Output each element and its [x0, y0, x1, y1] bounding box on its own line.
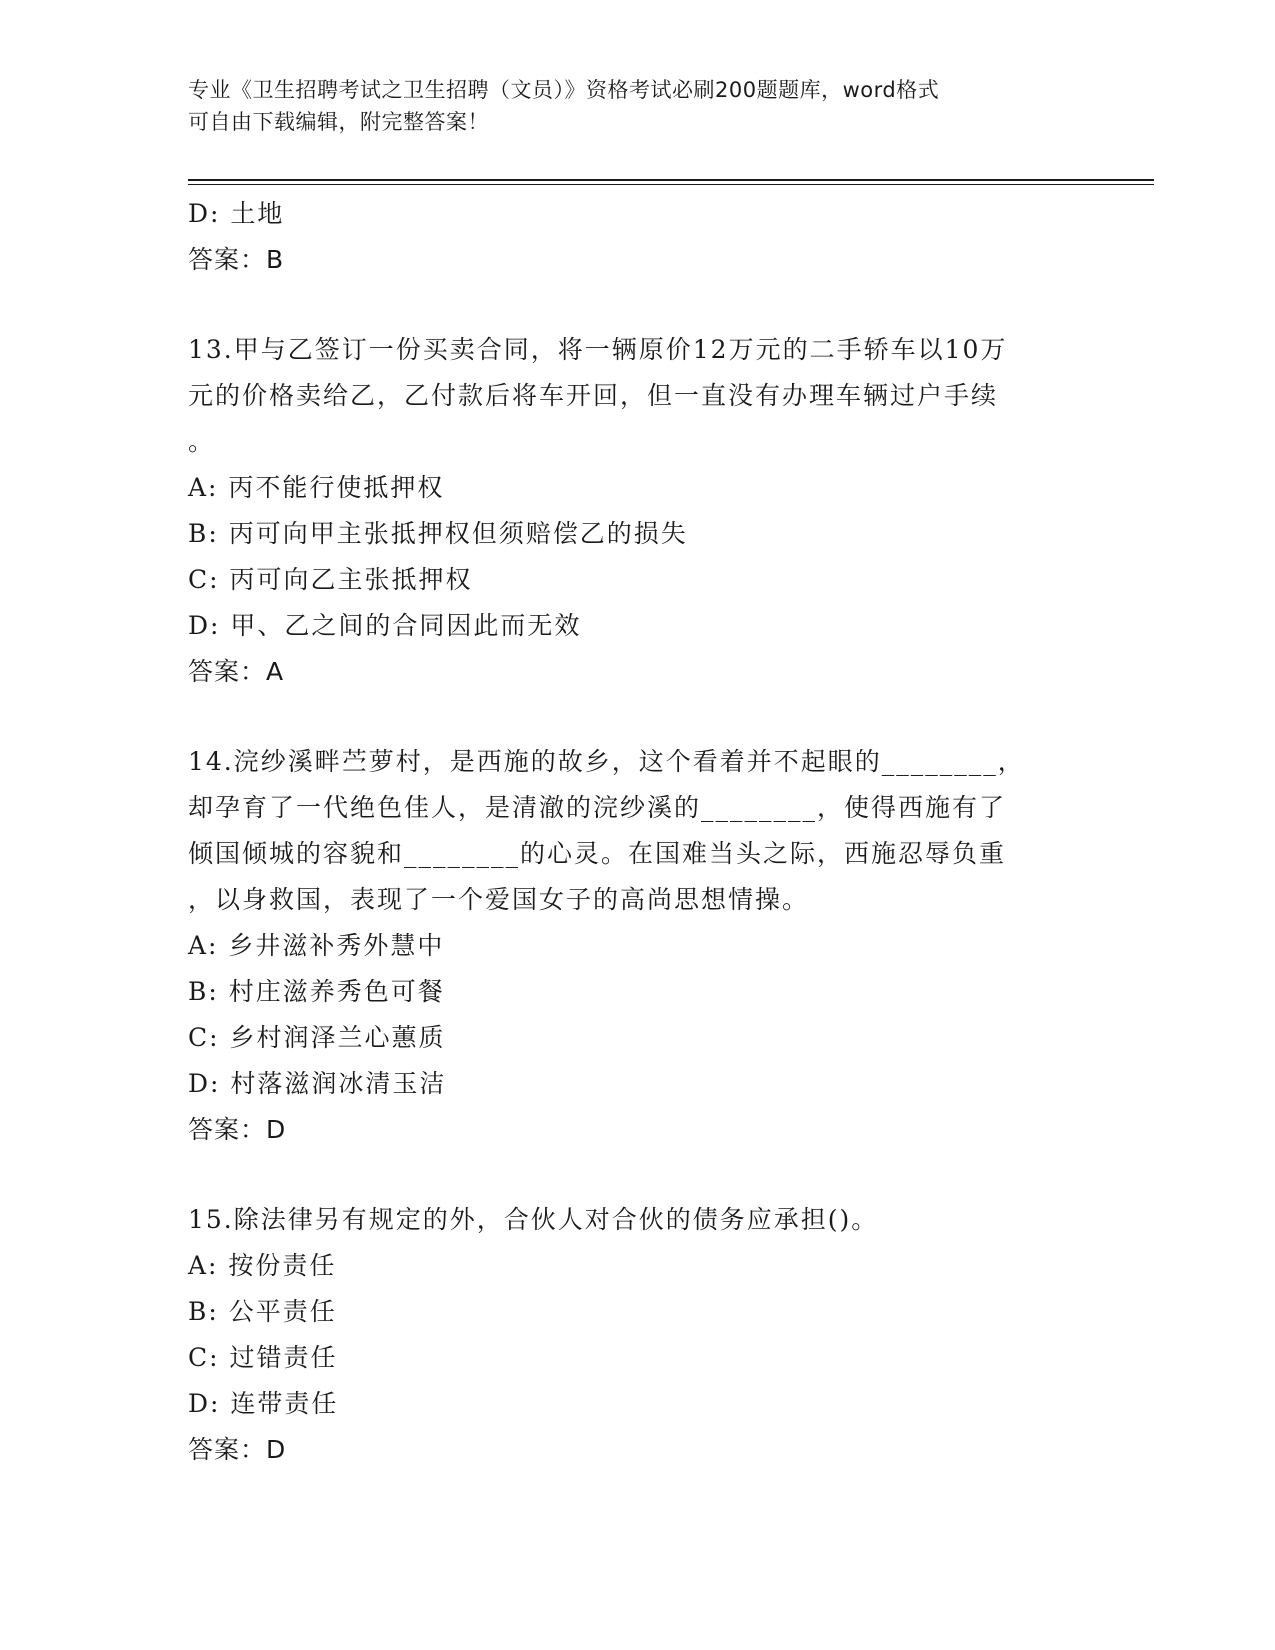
- question-15: [188, 1197, 1088, 1473]
- q13-option-c: C: 丙可向乙主张抵押权: [188, 565, 473, 594]
- q15-option-c: C: 过错责任: [188, 1343, 338, 1372]
- q15-option-a: A: 按份责任: [188, 1251, 337, 1280]
- document-body: [188, 191, 1088, 1473]
- header-line-1: 专业《卫生招聘考试之卫生招聘（文员）》资格考试必刷200题题库，word格式: [188, 78, 940, 102]
- q13-answer: 答案：A: [188, 657, 285, 686]
- header-rule-thin: [188, 184, 1154, 185]
- header-rule-thick: [188, 179, 1154, 181]
- q13-text-line-1: 13.甲与乙签订一份买卖合同，将一辆原价12万元的二手轿车以10万: [188, 335, 1008, 364]
- q14-text-line-4: ，以身救国，表现了一个爱国女子的高尚思想情操。: [188, 885, 810, 914]
- q15-option-b: B: 公平责任: [188, 1297, 337, 1326]
- q15-text-line-1: 15.除法律另有规定的外，合伙人对合伙的债务应承担()。: [188, 1205, 879, 1234]
- q14-text-line-3: 倾国倾城的容貌和________的心灵。在国难当头之际，西施忍辱负重: [188, 839, 1007, 868]
- q14-text-line-2: 却孕育了一代绝色佳人，是清澈的浣纱溪的________，使得西施有了: [188, 793, 1007, 822]
- q13-text-line-2: 元的价格卖给乙，乙付款后将车开回，但一直没有办理车辆过户手续: [188, 381, 999, 410]
- q14-option-c: C: 乡村润泽兰心蕙质: [188, 1023, 446, 1052]
- q13-option-a: A: 丙不能行使抵押权: [188, 473, 445, 502]
- q15-option-d: D: 连带责任: [188, 1389, 339, 1418]
- question-14: [188, 739, 1088, 1153]
- q14-option-d: D: 村落滋润冰清玉洁: [188, 1069, 447, 1098]
- q14-text-line-1: 14.浣纱溪畔苎萝村，是西施的故乡，这个看着并不起眼的________，: [188, 747, 1025, 776]
- q14-option-a: A: 乡井滋补秀外慧中: [188, 931, 445, 960]
- q13-option-b: B: 丙可向甲主张抵押权但须赔偿乙的损失: [188, 519, 688, 548]
- q14-answer: 答案：D: [188, 1115, 287, 1144]
- q14-option-b: B: 村庄滋养秀色可餐: [188, 977, 445, 1006]
- q13-option-d: D: 甲、乙之间的合同因此而无效: [188, 611, 582, 640]
- document-header: [188, 74, 1088, 138]
- header-line-2: 可自由下载编辑，附完整答案！: [188, 110, 489, 134]
- q13-text-line-3: 。: [188, 427, 216, 456]
- question-13: [188, 327, 1088, 695]
- prev-answer: 答案：B: [188, 245, 285, 274]
- prev-option-d: D: 土地: [188, 199, 285, 228]
- q15-answer: 答案：D: [188, 1435, 287, 1464]
